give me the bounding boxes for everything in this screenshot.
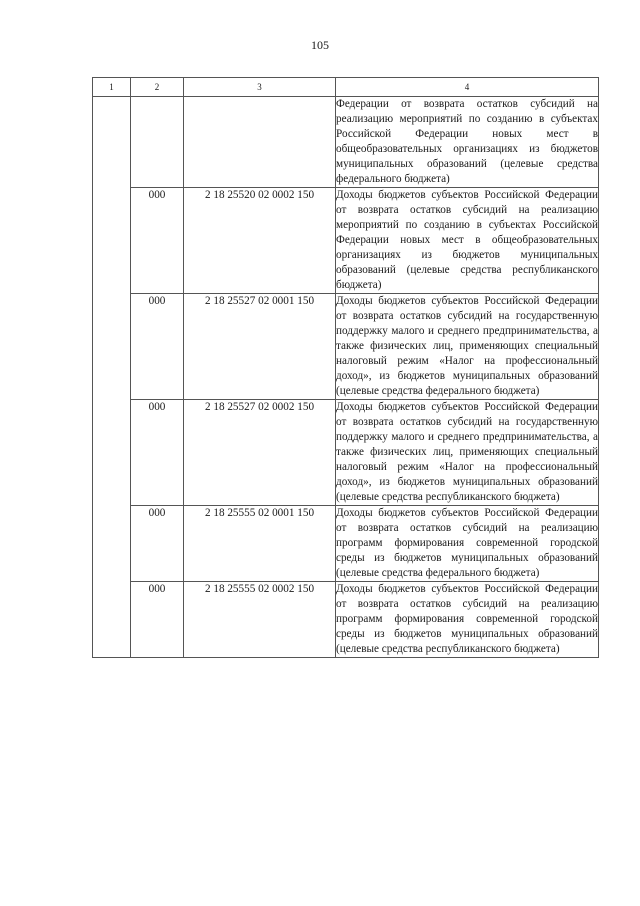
budget-code-cell: 2 18 25527 02 0001 150 xyxy=(184,294,336,400)
budget-code-cell xyxy=(184,97,336,188)
table-row xyxy=(93,97,599,188)
admin-code-cell: 000 xyxy=(131,400,184,506)
description-text: Федерации от возврата остатков субсидий на реализацию мероприятий по созданию в субъектах Российской Федерации новых мест в общеобразовательных организациях из бюджетов муниципальных образований (целевые средства федерального бюджета) xyxy=(336,98,598,185)
budget-code-cell: 2 18 25527 02 0002 150 xyxy=(184,400,336,506)
table-row xyxy=(93,506,599,582)
admin-code-cell: 000 xyxy=(131,506,184,582)
table-header-row xyxy=(93,78,599,97)
description-text: Доходы бюджетов субъектов Российской Федерации от возврата остатков субсидий на реализацию программ формирования современной городской среды из бюджетов муниципальных образований (целевые средства республиканского бюджета) xyxy=(336,583,598,655)
column-header-2: 2 xyxy=(131,78,184,97)
column-header-1: 1 xyxy=(93,78,131,97)
description-text: Доходы бюджетов субъектов Российской Федерации от возврата остатков субсидий на реализацию мероприятий по созданию в субъектах Российской Федерации новых мест в общеобразовательных организациях из бюджетов муниципальных образований (целевые средства республиканского бюджета) xyxy=(336,189,598,291)
admin-code-cell: 000 xyxy=(131,294,184,400)
table-row xyxy=(93,582,599,658)
budget-classification-table xyxy=(92,77,599,658)
description-text: Доходы бюджетов субъектов Российской Федерации от возврата остатков субсидий на государственную поддержку малого и среднего предпринимательства, а также физических лиц, применяющих специальный налоговый режим «Налог на профессиональный доход», из бюджетов муниципальных образований (целевые средства республиканского бюджета) xyxy=(336,401,598,503)
table-row xyxy=(93,294,599,400)
admin-code-cell: 000 xyxy=(131,188,184,294)
description-cell xyxy=(336,506,599,582)
budget-code-cell: 2 18 25555 02 0002 150 xyxy=(184,582,336,658)
description-cell xyxy=(336,400,599,506)
page-number: 105 xyxy=(311,38,329,52)
column-header-3: 3 xyxy=(184,78,336,97)
table-row xyxy=(93,400,599,506)
row-number-cell xyxy=(93,97,131,658)
admin-code-cell: 000 xyxy=(131,582,184,658)
column-header-4: 4 xyxy=(336,78,599,97)
description-cell xyxy=(336,582,599,658)
description-text: Доходы бюджетов субъектов Российской Федерации от возврата остатков субсидий на государственную поддержку малого и среднего предпринимательства, а также физических лиц, применяющих специальный налоговый режим «Налог на профессиональный доход», из бюджетов муниципальных образований (целевые средства федерального бюджета) xyxy=(336,295,598,397)
description-cell xyxy=(336,188,599,294)
budget-code-cell: 2 18 25555 02 0001 150 xyxy=(184,506,336,582)
description-cell xyxy=(336,97,599,188)
admin-code-cell xyxy=(131,97,184,188)
description-text: Доходы бюджетов субъектов Российской Федерации от возврата остатков субсидий на реализацию программ формирования современной городской среды из бюджетов муниципальных образований (целевые средства федерального бюджета) xyxy=(336,507,598,579)
budget-code-cell: 2 18 25520 02 0002 150 xyxy=(184,188,336,294)
description-cell xyxy=(336,294,599,400)
table-row xyxy=(93,188,599,294)
